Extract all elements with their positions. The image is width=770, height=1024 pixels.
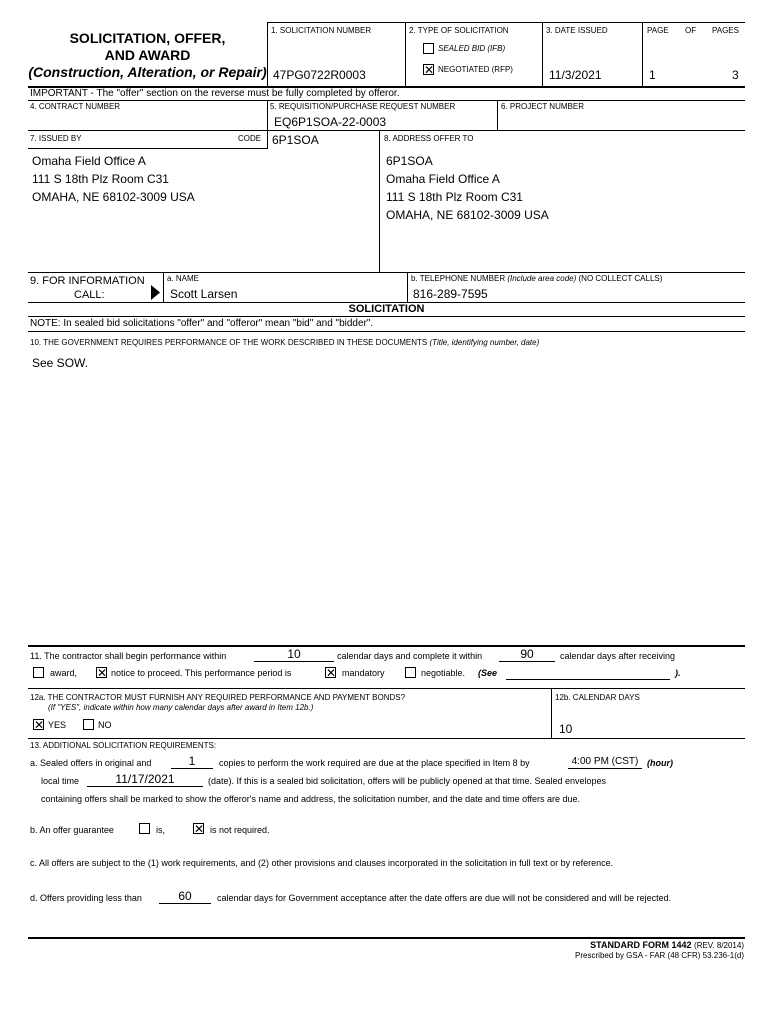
issued-by-code-value[interactable]: 6P1SOA (272, 133, 319, 147)
solicitation-number-label: 1. SOLICITATION NUMBER (271, 26, 372, 35)
item12a-label: 12a. THE CONTRACTOR MUST FURNISH ANY REQUIRED PERFORMANCE AND PAYMENT BONDS? (30, 693, 406, 702)
info-phone-label-italic: (Include area code) (507, 274, 577, 283)
negotiated-checkbox[interactable]: ✕ (424, 63, 435, 77)
bonds-yes-label: YES (48, 720, 67, 730)
item10-value[interactable]: See SOW. (32, 356, 89, 370)
pages-label: PAGES (712, 26, 739, 35)
see-field[interactable] (506, 666, 670, 680)
info-phone-label-tail: (NO COLLECT CALLS) (578, 274, 663, 283)
due-time-field[interactable]: 4:00 PM (CST) (568, 755, 642, 769)
form-title-line2: AND AWARD (104, 47, 191, 63)
issued-by-line: 111 S 18th Plz Room C31 (32, 172, 169, 186)
acceptance-days-field[interactable]: 60 (159, 890, 211, 904)
requisition-label: 5. REQUISITION/PURCHASE REQUEST NUMBER (270, 102, 456, 111)
item11-text-c: calendar days after receiving (560, 651, 676, 661)
sealed-bid-checkbox[interactable] (423, 43, 434, 54)
contract-number-label: 4. CONTRACT NUMBER (30, 102, 121, 111)
form-title-line1: SOLICITATION, OFFER, (69, 30, 226, 46)
item10-label (30, 338, 539, 348)
complete-days-field[interactable]: 90 (499, 648, 555, 662)
item13a-text3: (date). If this is a sealed bid solicitation, offers will be publicly opened at that time. Sealed envelopes (208, 776, 607, 786)
important-note: IMPORTANT - The "offer" section on the reverse must be fully completed by offeror. (30, 88, 400, 99)
item13d-text1: d. Offers providing less than (30, 893, 142, 903)
info-label-line2: CALL: (74, 289, 105, 301)
award-checkbox[interactable] (33, 667, 44, 678)
award-label: award, (50, 668, 78, 678)
guarantee-is-label: is, (156, 825, 165, 835)
solicitation-number-value[interactable]: 47PG0722R0003 (273, 68, 366, 82)
begin-days-field[interactable]: 10 (254, 648, 334, 662)
guarantee-not-required-checkbox[interactable]: ✕ (194, 822, 205, 836)
negotiated-label: NEGOTIATED (RFP) (438, 65, 513, 74)
address-offer-line: 111 S 18th Plz Room C31 (386, 190, 523, 204)
item10-label-main: 10. THE GOVERNMENT REQUIRES PERFORMANCE OF THE WORK DESCRIBED IN THESE DOCUMENTS (30, 338, 428, 347)
mandatory-checkbox[interactable]: ✕ (326, 666, 337, 680)
date-issued-value[interactable]: 11/3/2021 (549, 68, 602, 82)
issued-by-code-label: CODE (238, 134, 262, 143)
mandatory-label: mandatory (342, 668, 385, 678)
form-name: STANDARD FORM 1442 (590, 940, 692, 950)
item12b-value[interactable]: 10 (559, 722, 573, 736)
due-date-field[interactable]: 11/17/2021 (87, 773, 203, 787)
item13d-text2: calendar days for Government acceptance after the date offers are due will not be considered and will be rejected. (217, 893, 672, 903)
item13a-text4: containing offers shall be marked to show the offeror's name and address, the solicitation number, and the date and time offers are due. (41, 794, 581, 804)
page-value[interactable]: 1 (649, 68, 656, 82)
project-number-label: 6. PROJECT NUMBER (501, 102, 584, 111)
notice-to-proceed-label: notice to proceed. This performance period is (111, 668, 292, 678)
form-title-line3: (Construction, Alteration, or Repair) (28, 64, 267, 80)
solicitation-heading: SOLICITATION (348, 303, 425, 315)
bonds-no-label: NO (98, 720, 112, 730)
issued-by-label: 7. ISSUED BY (30, 134, 82, 143)
form-footer-name (590, 940, 744, 951)
issued-by-line: OMAHA, NE 68102-3009 USA (32, 190, 195, 204)
of-label: OF (685, 26, 697, 35)
item12b-label: 12b. CALENDAR DAYS (555, 693, 640, 702)
guarantee-is-checkbox[interactable] (139, 823, 150, 834)
hour-label: (hour) (647, 758, 673, 768)
item12a-sub: (If "YES", indicate within how many calendar days after award in Item 12b.) (48, 703, 314, 712)
see-label: (See (478, 668, 498, 678)
issued-by-line: Omaha Field Office A (32, 154, 146, 168)
form-rev: (REV. 8/2014) (694, 941, 744, 950)
date-issued-label: 3. DATE ISSUED (546, 26, 608, 35)
item13b-text: b. An offer guarantee (30, 825, 114, 835)
local-time-label: local time (41, 776, 80, 786)
page-label: PAGE (647, 26, 669, 35)
address-offer-line: Omaha Field Office A (386, 172, 500, 186)
solicitation-note: NOTE: In sealed bid solicitations "offer" and "offeror" mean "bid" and "bidder". (30, 318, 374, 329)
notice-to-proceed-checkbox[interactable]: ✕ (97, 666, 108, 680)
item13-label: 13. ADDITIONAL SOLICITATION REQUIREMENTS: (30, 741, 217, 750)
item10-label-italic: (Title, identifying number, date) (429, 338, 540, 347)
item13c-text: c. All offers are subject to the (1) work requirements, and (2) other provisions and clauses incorporated in the solicitation in full text or by reference. (30, 858, 614, 868)
negotiable-label: negotiable. (421, 668, 466, 678)
item11-text-b: calendar days and complete it within (337, 651, 483, 661)
info-name-label: a. NAME (167, 274, 200, 283)
sealed-bid-label: SEALED BID (IFB) (438, 44, 506, 53)
address-offer-line: 6P1SOA (386, 154, 433, 168)
info-phone-label (411, 274, 662, 284)
bonds-no-checkbox[interactable] (83, 719, 94, 730)
item13a-text1: a. Sealed offers in original and (30, 758, 152, 768)
pages-value[interactable]: 3 (732, 68, 739, 82)
info-name-value[interactable]: Scott Larsen (170, 287, 238, 301)
guarantee-not-required-label: is not required. (210, 825, 270, 835)
info-label-line1: 9. FOR INFORMATION (30, 275, 145, 287)
see-end: ). (675, 668, 681, 678)
copies-field[interactable]: 1 (171, 755, 213, 769)
negotiable-checkbox[interactable] (405, 667, 416, 678)
address-offer-label: 8. ADDRESS OFFER TO (384, 134, 474, 143)
type-of-solicitation-label: 2. TYPE OF SOLICITATION (409, 26, 509, 35)
form-prescribed: Prescribed by GSA - FAR (48 CFR) 53.236-1(d) (575, 951, 744, 960)
bonds-yes-checkbox[interactable]: ✕ (34, 718, 45, 732)
info-phone-label-main: b. TELEPHONE NUMBER (411, 274, 506, 283)
info-phone-value[interactable]: 816-289-7595 (413, 287, 488, 301)
item13a-text2: copies to perform the work required are due at the place specified in Item 8 by (219, 758, 530, 768)
item11-text-a: 11. The contractor shall begin performance within (30, 651, 227, 661)
pointer-arrow-icon (151, 285, 160, 300)
requisition-value[interactable]: EQ6P1SOA-22-0003 (274, 115, 387, 129)
address-offer-line: OMAHA, NE 68102-3009 USA (386, 208, 549, 222)
